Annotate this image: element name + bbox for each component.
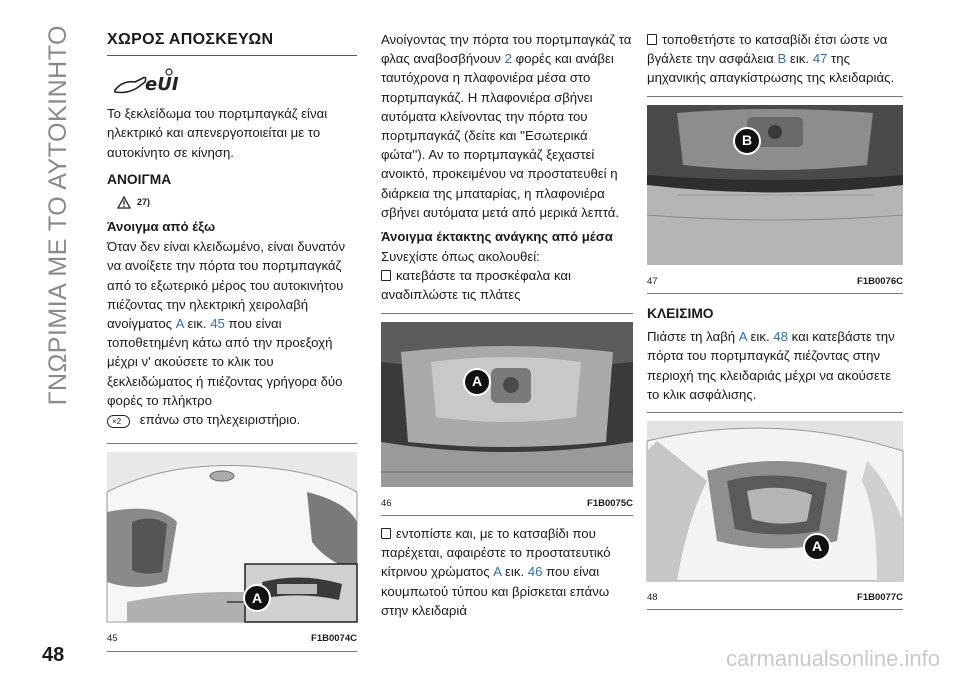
- figure-47: [647, 96, 903, 294]
- text-span: εικ.: [750, 329, 770, 345]
- closing-heading: ΚΛΕΙΣΙΜΟ: [647, 306, 714, 322]
- lighting-paragraph: [381, 30, 633, 222]
- text-span: φορές και ανάβει ταυτόχρονα η πλαφονιέρα μέσα στο πορτμπαγκάζ. Η πλαφονιέρα σβήνει αυτόματα κλείνοντας την πόρτα του πορτμπαγκάζ (δείτε και ''Εσωτερικά φώτα''). Αν το πορτμπαγκάζ ξεχαστεί ανοικτό, προκειμένου να προστατευθεί η διάρκεια της μπαταρίας, η πλαφονιέρα σβήνει αυτόματα μετά από μερικά λεπτά.: [381, 51, 620, 220]
- figure-number: 48: [647, 592, 658, 604]
- checkbox-bullet-icon: [381, 528, 391, 539]
- figure-46-image: [381, 322, 633, 487]
- ref-letter: A: [493, 564, 502, 580]
- side-chapter-title: ΓΝΩΡΙΜΙΑ ΜΕ ΤΟ ΑΥΤΟΚΙΝΗΤΟ: [43, 25, 72, 406]
- warning-triangle-icon: [117, 196, 131, 209]
- text-span: εικ.: [789, 51, 810, 67]
- text-span: επάνω στο τηλεχειριστήριο.: [139, 412, 301, 428]
- outside-opening-text: [107, 237, 357, 429]
- figure-45-caption: [107, 627, 357, 650]
- step-text: εντοπίστε και, με το κατσαβίδι που παρέχεται, αφαιρέστε το προστατευτικό κίτρινου χρώματος: [381, 526, 611, 580]
- section-title: ΧΩΡΟΣ ΑΠΟΣΚΕΥΩΝ: [107, 30, 357, 56]
- figure-code: F1B0077C: [857, 592, 903, 604]
- figure-48-image: [647, 421, 903, 581]
- figure-45-image: [107, 452, 357, 622]
- emergency-intro: Συνεχίστε όπως ακολουθεί:: [381, 249, 540, 265]
- checkbox-bullet-icon: [647, 34, 657, 45]
- text-span: Όταν δεν είναι κλειδωμένο, είναι δυνατόν να ανοίξετε την πόρτα του πορτμπαγκάζ από το εξωτερικό μέρος του αυτοκινήτου πιέζοντας την ηλεκτρική χειρολαβή ανοίγματος: [107, 239, 346, 332]
- column-2: [381, 30, 633, 626]
- warning-note: [117, 193, 357, 212]
- step-3: [647, 30, 903, 88]
- intro-paragraph: Το ξεκλείδωμα του πορτμπαγκάζ είναι ηλεκτρικό και απενεργοποιείται με το αυτοκίνητο σε κίνηση.: [107, 106, 328, 160]
- closing-paragraph: [647, 327, 903, 404]
- svg-text:eUI: eUI: [145, 74, 179, 96]
- step-1: [381, 266, 633, 304]
- figure-ref: 45: [210, 316, 225, 332]
- callout-a-badge: A: [243, 584, 271, 612]
- text-span: της μηχανικής απαγκίστρωσης της κλειδαριάς.: [647, 51, 895, 86]
- figure-code: F1B0074C: [311, 633, 357, 645]
- text-span: εικ.: [505, 564, 525, 580]
- step-text: κατεβάστε τα προσκέφαλα και αναδιπλώστε τις πλάτες: [381, 268, 571, 303]
- text-span: και κατεβάστε την πόρτα του πορτμπαγκάζ πιέζοντας στην περιοχή της κλειδαριάς μέχρι να ακούσετε το κλικ ασφάλισης.: [647, 329, 895, 402]
- ref-letter: A: [175, 316, 184, 332]
- figure-48-caption: [647, 586, 903, 609]
- text-span: Πιάστε τη λαβή: [647, 329, 736, 345]
- key-press-count: ×2: [112, 417, 122, 427]
- figure-code: F1B0075C: [587, 497, 633, 509]
- figure-number: 46: [381, 497, 392, 509]
- text-span: που είναι κουμπωτού τύπου και βρίσκεται επάνω στην κλειδαριά: [381, 564, 610, 618]
- ref-letter: B: [777, 51, 787, 67]
- callout-a-badge: A: [803, 533, 831, 561]
- remote-key-icon: [107, 415, 130, 428]
- figure-ref: 46: [527, 564, 543, 580]
- callout-a-badge: A: [463, 368, 491, 396]
- eco-logo: [113, 66, 357, 96]
- outside-opening-heading: Άνοιγμα από έξω: [107, 219, 216, 235]
- figure-47-caption: [647, 270, 903, 293]
- step-text: τοποθετήστε το κατσαβίδι έτσι ώστε να βγάλετε την ασφάλεια: [647, 32, 888, 67]
- figure-46: [381, 313, 633, 516]
- emergency-opening-heading: Άνοιγμα έκτακτης ανάγκης από μέσα: [381, 229, 613, 245]
- figure-number: 47: [647, 275, 658, 287]
- figure-45: [107, 443, 357, 651]
- figure-ref: 48: [773, 329, 788, 345]
- ref-letter: A: [738, 329, 747, 345]
- figure-47-image: [647, 105, 903, 265]
- side-chapter-tab: [38, 25, 78, 685]
- checkbox-bullet-icon: [381, 270, 391, 281]
- text-span: εικ.: [187, 316, 207, 332]
- figure-46-caption: [381, 492, 633, 515]
- column-1: [107, 30, 357, 652]
- figure-number: 45: [107, 633, 118, 645]
- page-number: 48: [42, 644, 65, 666]
- figure-ref: 47: [812, 51, 828, 67]
- text-span: Ανοίγοντας την πόρτα του πορτμπαγκάζ τα φλας αναβοσβήνουν: [381, 32, 632, 67]
- number-ref: 2: [504, 51, 512, 67]
- watermark: carmanualsonline.info: [725, 646, 940, 671]
- column-3: [647, 30, 903, 610]
- warning-ref: 27): [137, 197, 151, 208]
- hand-key-icon: [113, 66, 179, 96]
- step-2: [381, 524, 633, 620]
- text-span: που είναι τοποθετημένη κάτω από την προεξοχή μέχρι ν' ακούσετε το κλικ του ξεκλειδώματος ή πιέζοντας γρήγορα δύο φορές το πλήκτρο: [107, 316, 343, 408]
- opening-heading: ΑΝΟΙΓΜΑ: [107, 171, 172, 187]
- figure-48: [647, 412, 903, 610]
- callout-b-badge: B: [733, 127, 761, 155]
- figure-code: F1B0076C: [857, 275, 903, 287]
